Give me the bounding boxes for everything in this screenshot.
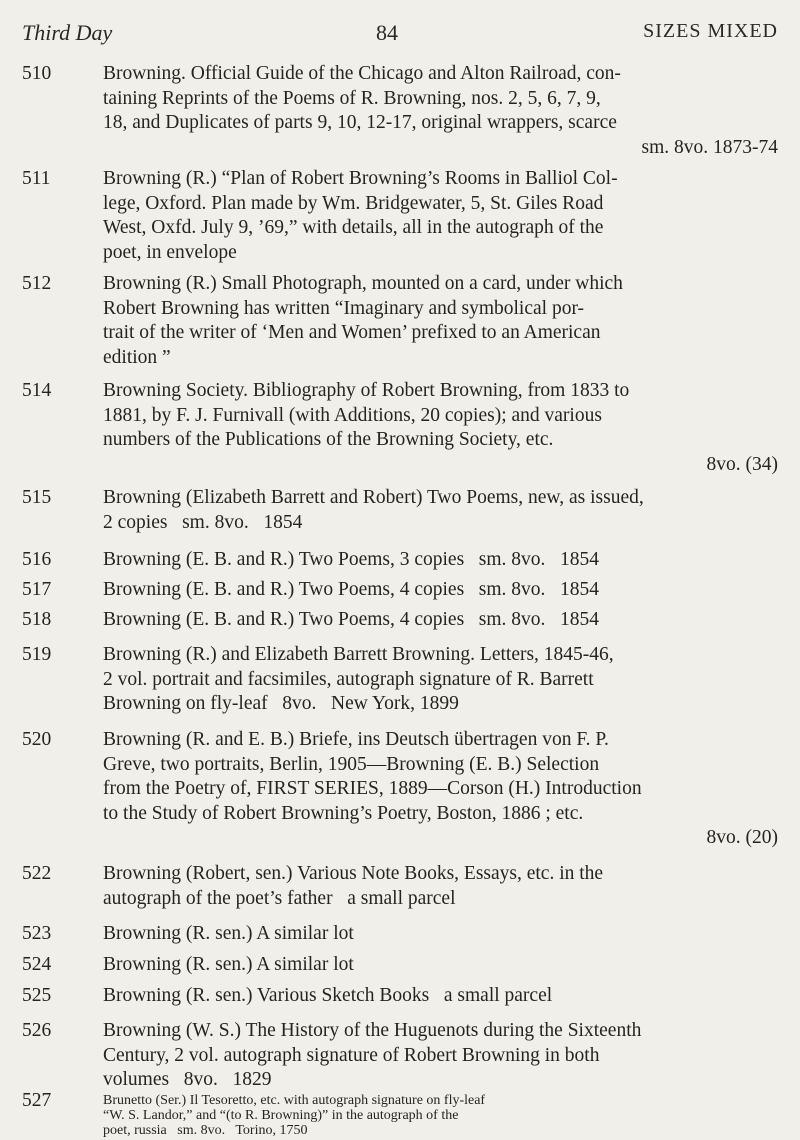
lot-number: 527	[22, 1090, 52, 1111]
description-line: poet, in envelope	[103, 241, 237, 263]
running-head	[22, 20, 778, 54]
lot-description	[103, 272, 778, 370]
description-line: Browning (R. sen.) A similar lot	[103, 954, 354, 975]
lot-number: 514	[22, 380, 52, 401]
description-line: 1881, by F. J. Furnivall (with Additions, 20 copies); and various	[103, 404, 602, 426]
description-line: West, Oxfd. July 9, ’69,” with details, all in the autograph of the	[103, 217, 604, 238]
description-line: Browning (E. B. and R.) Two Poems, 4 copies sm. 8vo. 1854	[103, 609, 600, 630]
lot-number: 511	[22, 168, 51, 189]
lot-description	[103, 486, 778, 535]
lot-number: 517	[22, 579, 52, 600]
description-line: Browning (E. B. and R.) Two Poems, 4 copies sm. 8vo. 1854	[103, 579, 600, 600]
lot-number: 523	[22, 923, 52, 944]
lot-description	[103, 1019, 778, 1093]
description-line: Browning. Official Guide of the Chicago and Alton Railroad, con-	[103, 63, 621, 84]
description-line: Browning Society. Bibliography of Robert Browning, from 1833 to	[103, 380, 630, 401]
description-line: edition ”	[103, 346, 171, 368]
lot-description	[103, 728, 778, 851]
lot-description	[103, 578, 778, 603]
lot-description	[103, 167, 778, 265]
description-line: from the Poetry of, FIRST SERIES, 1889—Corson (H.) Introduction	[103, 778, 642, 799]
description-tail: volumes 8vo. 1829	[103, 1069, 272, 1090]
format-and-count: 8vo. (34)	[706, 453, 778, 475]
description-line: to the Study of Robert Browning’s Poetry, Boston, 1886 ; etc.	[103, 802, 584, 824]
description-line: Browning (E. B. and R.) Two Poems, 3 copies sm. 8vo. 1854	[103, 549, 600, 570]
description-line: “W. S. Landor,” and “(to R. Browning)” in the autograph of the	[103, 1108, 459, 1123]
lot-number: 520	[22, 729, 52, 750]
section-heading: SIZES MIXED	[643, 20, 778, 42]
description-line: Robert Browning has written “Imaginary and symbolical por-	[103, 297, 585, 319]
lot-description	[103, 62, 778, 160]
lot-description	[103, 922, 778, 947]
lot-number: 510	[22, 63, 52, 84]
description-line: Greve, two portraits, Berlin, 1905—Browning (E. B.) Selection	[103, 753, 600, 775]
description-line: Browning (Robert, sen.) Various Note Books, Essays, etc. in the	[103, 863, 604, 884]
format-and-date: sm. 8vo. 1873-74	[641, 136, 778, 158]
description-line: Browning (R. sen.) A similar lot	[103, 923, 354, 944]
lot-number: 524	[22, 954, 52, 975]
description-line: trait of the writer of ‘Men and Women’ prefixed to an American	[103, 322, 601, 343]
format-and-count: 8vo. (20)	[706, 827, 778, 848]
lot-number: 519	[22, 644, 52, 665]
description-line: Browning (R.) “Plan of Robert Browning’s Rooms in Balliol Col-	[103, 168, 618, 189]
description-line: 2 vol. portrait and facsimiles, autograph signature of R. Barrett	[103, 668, 594, 690]
lot-number: 526	[22, 1020, 52, 1041]
description-tail: autograph of the poet’s father a small parcel	[103, 887, 456, 909]
lot-description	[103, 608, 778, 633]
description-tail: Browning on fly-leaf 8vo. New York, 1899	[103, 693, 459, 714]
description-line: Browning (Elizabeth Barrett and Robert) Two Poems, new, as issued,	[103, 487, 644, 508]
lot-number: 515	[22, 487, 52, 508]
description-line: Browning (R.) Small Photograph, mounted on a card, under which	[103, 273, 623, 294]
description-line: taining Reprints of the Poems of R. Browning, nos. 2, 5, 6, 7, 9,	[103, 87, 601, 109]
day-heading: Third Day	[22, 20, 113, 45]
lot-description	[103, 379, 778, 477]
lot-description	[103, 862, 778, 911]
lot-description	[103, 984, 778, 1009]
lot-description	[103, 953, 778, 978]
description-line: Browning (R. and E. B.) Briefe, ins Deutsch übertragen von F. P.	[103, 729, 609, 750]
description-line: 18, and Duplicates of parts 9, 10, 12-17, original wrappers, scarce	[103, 112, 617, 133]
description-line: Browning (W. S.) The History of the Huguenots during the Sixteenth	[103, 1020, 642, 1041]
description-tail: 2 copies sm. 8vo. 1854	[103, 511, 303, 533]
lot-description	[103, 643, 778, 717]
lot-number: 522	[22, 863, 52, 884]
lot-description	[103, 548, 778, 573]
page-number: 84	[376, 20, 398, 45]
lot-description	[103, 1093, 778, 1138]
description-line: Browning (R.) and Elizabeth Barrett Browning. Letters, 1845-46,	[103, 644, 614, 665]
lot-number: 516	[22, 549, 52, 570]
lot-number: 525	[22, 985, 52, 1006]
description-line: numbers of the Publications of the Browning Society, etc.	[103, 429, 554, 450]
lot-number: 518	[22, 609, 52, 630]
description-line: Century, 2 vol. autograph signature of Robert Browning in both	[103, 1044, 600, 1066]
lot-number: 512	[22, 273, 52, 294]
description-line: Brunetto (Ser.) Il Tesoretto, etc. with autograph signature on fly-leaf	[103, 1093, 486, 1108]
description-line: Browning (R. sen.) Various Sketch Books a small parcel	[103, 985, 553, 1006]
description-tail: poet, russia sm. 8vo. Torino, 1750	[103, 1123, 308, 1138]
description-line: lege, Oxford. Plan made by Wm. Bridgewater, 5, St. Giles Road	[103, 192, 604, 214]
